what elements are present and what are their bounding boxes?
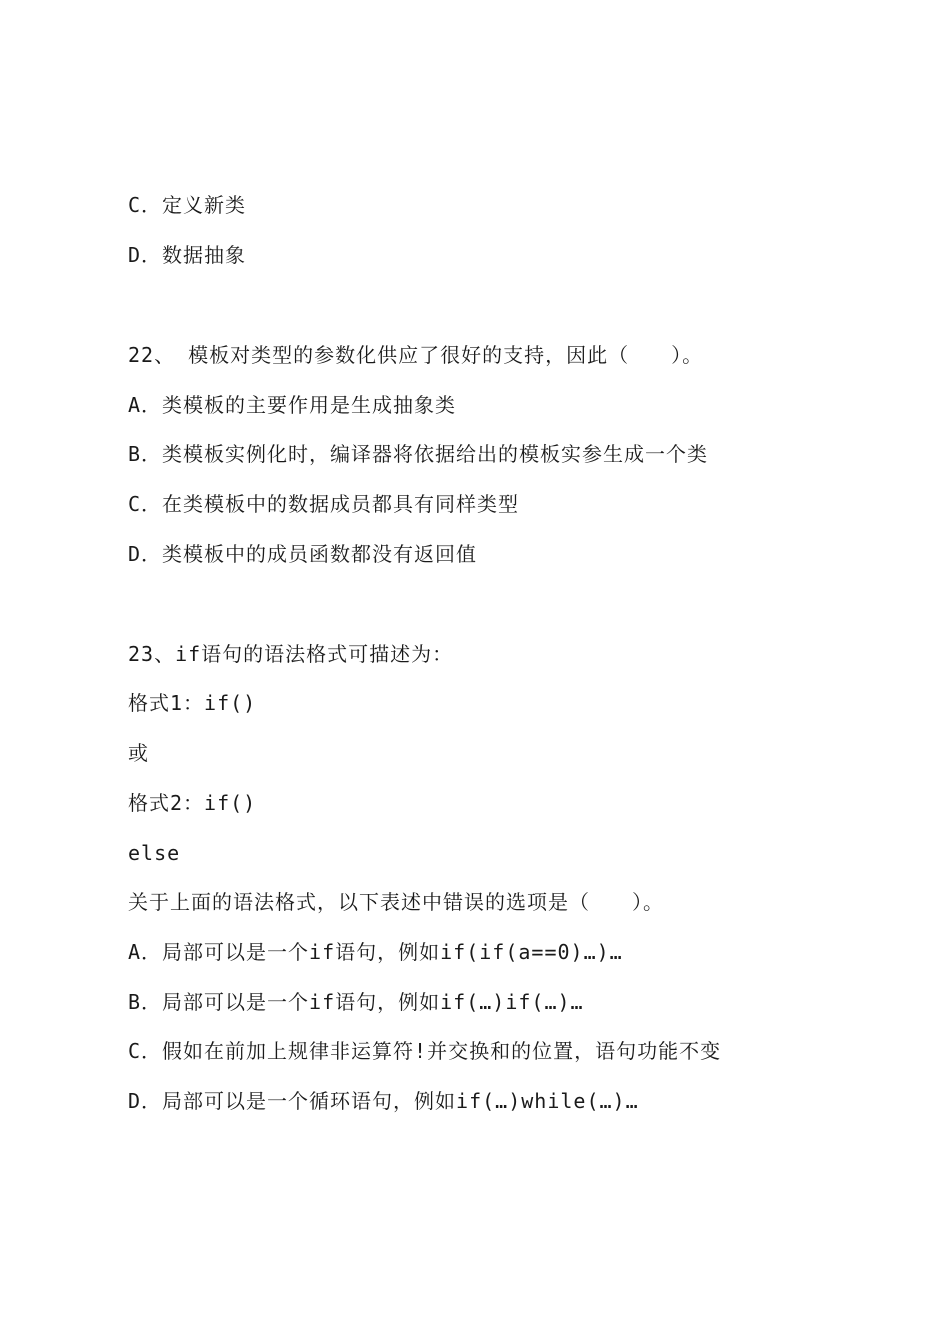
- q23-format-1: 格式1：if(): [128, 691, 257, 715]
- q21-option-d: D．数据抽象: [128, 243, 247, 267]
- q22-option-d: D．类模板中的成员函数都没有返回值: [128, 542, 478, 566]
- q23-option-b: B．局部可以是一个if语句，例如if(…)if(…)…: [128, 990, 584, 1014]
- q22-option-b: B．类模板实例化时，编译器将依据给出的模板实参生成一个类: [128, 442, 709, 466]
- q22-option-c: C．在类模板中的数据成员都具有同样类型: [128, 492, 520, 516]
- q23-format-2: 格式2：if(): [128, 791, 257, 815]
- q22-stem: 22、 模板对类型的参数化供应了很好的支持，因此（ ）。: [128, 343, 704, 367]
- q23-option-c: C．假如在前加上规律非运算符!并交换和的位置，语句功能不变: [128, 1039, 722, 1063]
- q23-option-a: A．局部可以是一个if语句，例如if(if(a==0)…)…: [128, 940, 623, 964]
- q23-stem: 23、if语句的语法格式可描述为：: [128, 642, 454, 666]
- q23-or: 或: [128, 741, 149, 765]
- q21-option-c: C．定义新类: [128, 193, 247, 217]
- q23-option-d: D．局部可以是一个循环语句，例如if(…)while(…)…: [128, 1089, 639, 1113]
- q22-option-a: A．类模板的主要作用是生成抽象类: [128, 393, 457, 417]
- q23-question: 关于上面的语法格式，以下表述中错误的选项是（ ）。: [128, 890, 664, 914]
- q23-else: else: [128, 841, 181, 865]
